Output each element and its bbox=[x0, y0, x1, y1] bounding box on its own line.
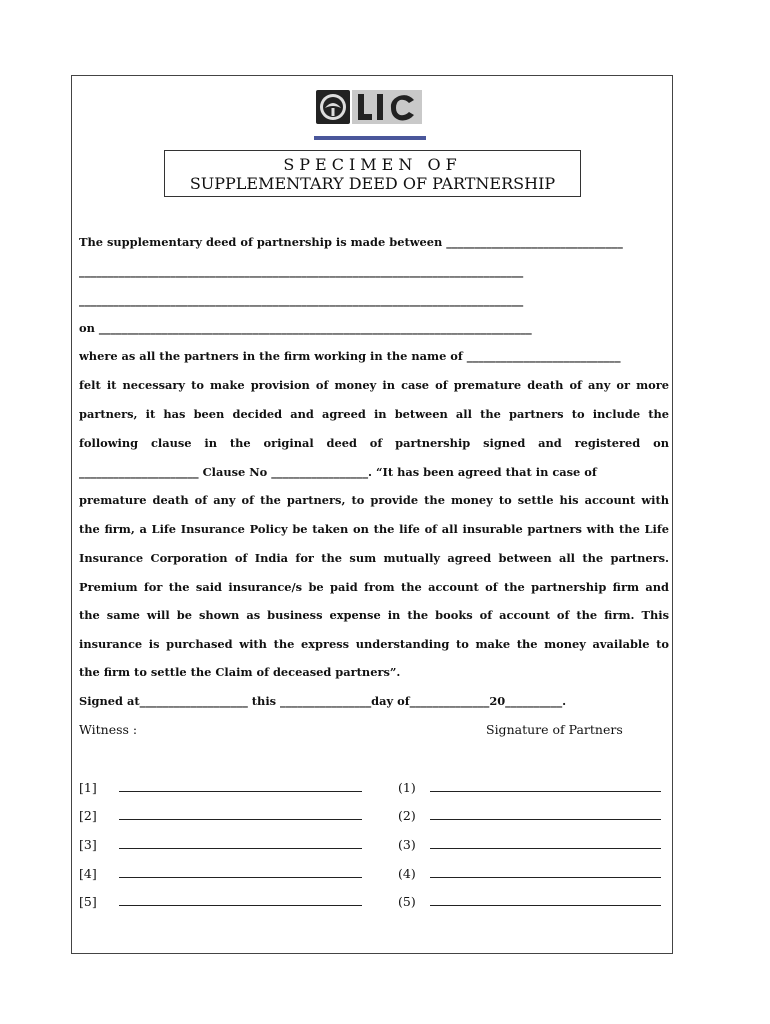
witness-row bbox=[79, 894, 362, 909]
partner-signature-line[interactable] bbox=[430, 867, 661, 878]
witness-number: [2] bbox=[79, 808, 97, 823]
witness-signature-line[interactable] bbox=[119, 867, 362, 878]
partner-row bbox=[398, 894, 661, 909]
partner-signature-line[interactable] bbox=[430, 895, 661, 906]
partner-row bbox=[398, 780, 661, 795]
witness-signature-line[interactable] bbox=[119, 781, 362, 792]
lic-emblem-icon bbox=[316, 90, 350, 124]
witness-number: [3] bbox=[79, 837, 97, 852]
deed-line-1: The supplementary deed of partnership is made between _______________________________ bbox=[79, 235, 623, 249]
partner-row bbox=[398, 866, 661, 881]
lic-wordmark bbox=[352, 90, 422, 124]
partner-signature-line[interactable] bbox=[430, 838, 661, 849]
witness-row bbox=[79, 866, 362, 881]
witness-signature-line[interactable] bbox=[119, 838, 362, 849]
deed-line-4: on ____________________________________________________________________________ bbox=[79, 321, 532, 335]
witness-label: Witness : bbox=[79, 722, 138, 737]
deed-line-3: ______________________________________________________________________________ bbox=[79, 293, 524, 307]
partner-signature-line[interactable] bbox=[430, 809, 661, 820]
deed-line-6: felt it necessary to make provision of money in case of premature death of any or more bbox=[79, 378, 669, 392]
partner-signature-line[interactable] bbox=[430, 781, 661, 792]
witness-number: [5] bbox=[79, 894, 97, 909]
deed-line-8: following clause in the original deed of partnership signed and registered on bbox=[79, 436, 669, 450]
deed-line-11: the firm, a Life Insurance Policy be taken on the life of all insurable partners with the Life bbox=[79, 522, 669, 536]
partner-number: (2) bbox=[398, 808, 416, 823]
deed-line-13: Premium for the said insurance/s be paid from the account of the partnership firm and bbox=[79, 580, 669, 594]
witness-signature-line[interactable] bbox=[119, 809, 362, 820]
deed-line-9: _____________________ Clause No _________________. “It has been agreed that in case of bbox=[79, 465, 597, 479]
partners-label: Signature of Partners bbox=[486, 722, 623, 737]
witness-number: [1] bbox=[79, 780, 97, 795]
witness-row bbox=[79, 808, 362, 823]
witness-signature-line[interactable] bbox=[119, 895, 362, 906]
lic-tagline-mark bbox=[314, 126, 426, 132]
title-box bbox=[164, 150, 581, 197]
partner-number: (1) bbox=[398, 780, 416, 795]
deed-line-12: Insurance Corporation of India for the sum mutually agreed between all the partners. bbox=[79, 551, 669, 565]
deed-line-7: partners, it has been decided and agreed in between all the partners to include the bbox=[79, 407, 669, 421]
title-line-2: SUPPLEMENTARY DEED OF PARTNERSHIP bbox=[189, 174, 556, 193]
deed-line-16: the firm to settle the Claim of deceased partners”. bbox=[79, 665, 401, 679]
partner-number: (5) bbox=[398, 894, 416, 909]
deed-line-2: ______________________________________________________________________________ bbox=[79, 264, 524, 278]
deed-line-14: the same will be shown as business expense in the books of account of the firm. This bbox=[79, 608, 669, 622]
partner-row bbox=[398, 808, 661, 823]
lic-logo bbox=[316, 90, 424, 130]
deed-line-15: insurance is purchased with the express understanding to make the money available to bbox=[79, 637, 669, 651]
deed-line-5: where as all the partners in the firm working in the name of ___________________________ bbox=[79, 349, 621, 363]
partner-row bbox=[398, 837, 661, 852]
witness-row bbox=[79, 837, 362, 852]
deed-line-10: premature death of any of the partners, to provide the money to settle his account with bbox=[79, 493, 669, 507]
witness-number: [4] bbox=[79, 866, 97, 881]
partner-number: (3) bbox=[398, 837, 416, 852]
title-line-1: SPECIMEN OF bbox=[283, 155, 462, 174]
signed-at-line: Signed at___________________ this ________________day of______________20__________. bbox=[79, 694, 567, 708]
witness-row bbox=[79, 780, 362, 795]
partner-number: (4) bbox=[398, 866, 416, 881]
